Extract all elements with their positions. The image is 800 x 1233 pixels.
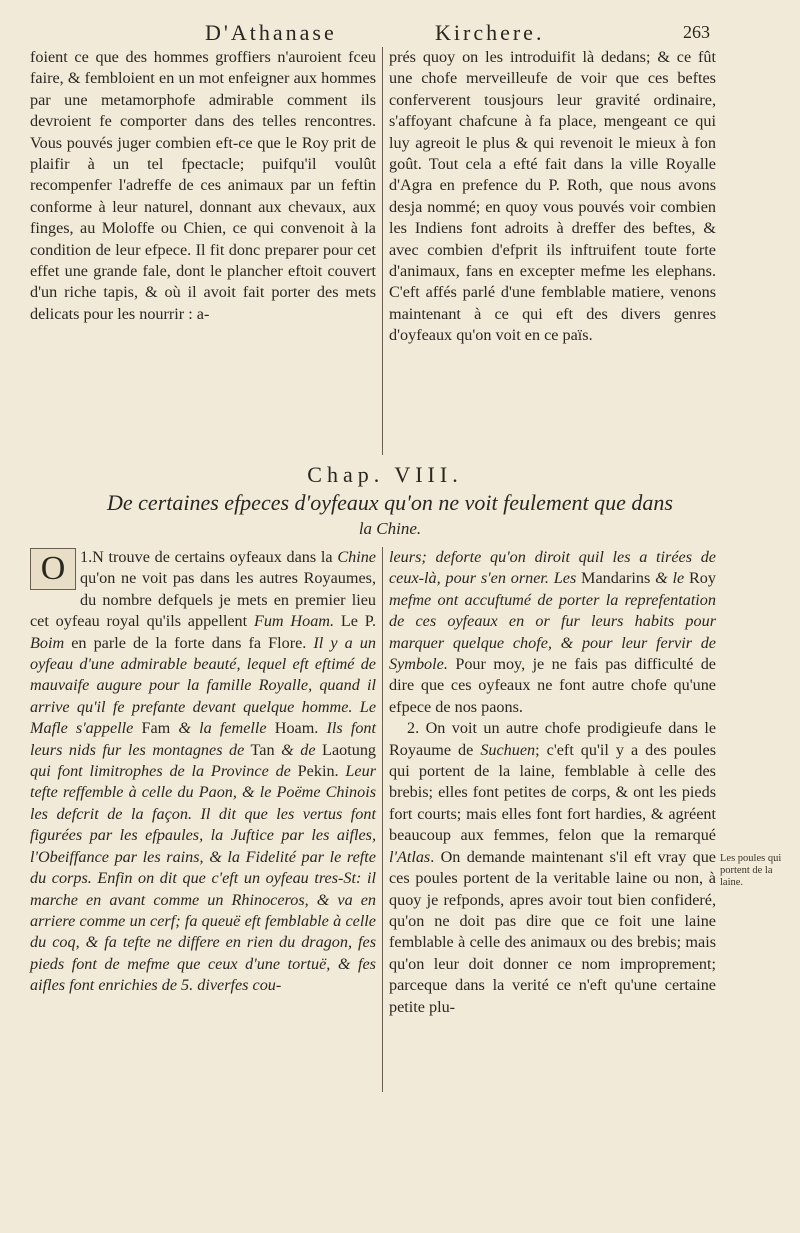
text: Pour moy, je ne fais pas difficulté de dire que ces oyfeaux ne font autre chofe qu'une efpece de nos paons. xyxy=(389,655,716,716)
text: & la femelle xyxy=(178,719,267,738)
body-right-column xyxy=(389,547,716,1018)
page-number: 263 xyxy=(683,22,710,42)
text: N trouve de certains oyfeaux dans la xyxy=(92,548,338,566)
text: mefme ont accuftumé de porter la reprefentation de ces oyfeaux en or fur leurs habits pour marquer quelque chofe, & pour leur fervir de Symbole. xyxy=(389,590,716,674)
text: Il y a un oyfeau d'une admirable beauté, lequel eft eftimé de mauvaife augure pour la famille Royalle, quand il arrive qu'il fe prefante devant quelque homme. Le Mafle s'appelle xyxy=(30,633,376,738)
body-left-column xyxy=(30,547,376,997)
text: ; c'eft qu'il y a des poules qui portent de la laine, femblable à celle des brebis; elles font petites de corps, & ont les pieds fort courts; mais elles font fort hardies, & agréent beaucoup aux femmes, felon que la remarqué xyxy=(389,740,716,845)
text: 2. On voit un autre chofe prodigieufe dans le Royaume de xyxy=(389,719,716,759)
body-right-para2 xyxy=(389,718,716,1018)
text: Fam xyxy=(133,719,179,738)
chapter-label: Chap. VIII. xyxy=(307,462,463,487)
text: Laotung xyxy=(315,740,377,759)
text: Suchuen xyxy=(480,740,536,759)
header-left: D'Athanase xyxy=(205,20,337,45)
top-left-column xyxy=(30,47,376,325)
text: leurs; deforte qu'on diroit quil les a tirées de ceux-là, pour s'en orner. Les xyxy=(389,548,716,588)
drop-cap: O xyxy=(30,548,76,590)
paragraph-number: 1. xyxy=(80,548,93,566)
text: en parle de la forte dans fa Flore. xyxy=(64,633,314,652)
text: Mandarins xyxy=(576,569,656,588)
body-right-text xyxy=(389,547,716,718)
column-divider-body xyxy=(382,547,383,1092)
text: l'Atlas xyxy=(389,847,431,866)
chapter-title-line2: la Chine. xyxy=(358,519,422,538)
chapter-title-line1: De certaines efpeces d'oyfeaux qu'on ne voit feulement que dans xyxy=(107,490,673,515)
text: Le P. xyxy=(334,612,377,631)
text: Fum Hoam. xyxy=(253,612,335,631)
text: qui font limitrophes de la Province de xyxy=(30,762,291,781)
chapter-title xyxy=(70,490,710,542)
body-left-text xyxy=(30,547,376,997)
column-divider-top xyxy=(382,47,383,455)
header-right: Kirchere. xyxy=(435,20,545,45)
text: Pekin. xyxy=(290,762,346,781)
text: Boim xyxy=(30,633,65,652)
text: Leur tefte reffemble à celle du Paon, & le Poëme Chinois les defcrit de la façon. Il dit que les vertus font figurées par les efpaules, la Juftice par les aifles, l'Obeiffance par les rains, & la Fidelité par le refte du corps. Enfin on dit que c'eft un oyfeau tres-St: il marche en avant comme un Rhinoceros, & va en arriere comme un cerf; fa queuë eft femblable à celle du coq, & fa tefte ne differe en rien du dragon, fes pieds font de mefme que ceux d'une tortuë, & fes aifles font enrichies de 5. diverfes cou- xyxy=(30,762,376,995)
top-left-text: foient ce que des hommes groffiers n'auroient fceu faire, & fembloient en un mot enfeigner aux hommes par une metamorphofe admirable comment ils devroient fe comporter dans des telles rencontres. Vous pouvés juger combien eft-ce que le Roy prit de plaifir à un tel fpectacle; puifqu'il voulût recompenfer l'adreffe de ces animaux par un feftin conforme à leur naturel, donnant aux chevaux, aux finges, au Moloffe ou Chien, ce qui convenoit à la condition de leur efpece. Il fit donc preparer pour cet effet une grande fale, dont le plancher eftoit couvert d'un riche tapis, & où il avoit fait porter des mets delicats pour les nourrir : a- xyxy=(30,48,376,323)
text: Tan xyxy=(244,740,282,759)
text: & de xyxy=(281,740,316,759)
running-header xyxy=(30,20,710,50)
text: qu'on ne voit pas dans les autres Royaumes, du nombre defquels je mets en premier lieu cet oyfeau royal qu'ils appellent xyxy=(30,569,376,631)
text: . On demande maintenant s'il eft vray que ces poules portent de la veritable laine ou non, à quoy je refponds, apres avoir tout bien confideré, qu'on ne doit pas dire que ce foit une laine femblable à celle des animaux ou des brebis; mais qu'on leur doit donner ce nom improprement; parceque dans la verité ce n'eft qu'une certaine petite plu- xyxy=(389,847,716,1016)
text: Ils font leurs nids fur les montagnes de xyxy=(30,719,377,759)
top-right-column xyxy=(389,47,716,347)
text: Chine xyxy=(337,548,376,566)
text: Roy xyxy=(684,569,716,588)
text: & le xyxy=(655,569,685,588)
top-right-text: prés quoy on les introduifit là dedans; & ce fût une chofe merveilleufe de voir que ces beftes conferverent tousjours leur gravité ordinaire, s'affoyant chafcune à fa place, mengeant ce qui luy agreoit le plus & qui revenoit le mieux à fon goût. Tout cela a efté fait dans la ville Royalle d'Agra en prefence du P. Roth, que nous avons desja nommé; en quoy vous pouvés voir combien les Indiens font adroits à dreffer des beftes, & avec combien d'efprit ils inftruifent toute forte d'animaux, fans en excepter mefme les elephans. C'eft affés parlé d'une femblable matiere, venons maintenant à ce qui eft des divers genres d'oyfeaux qu'on voit en ce païs. xyxy=(389,48,716,345)
margin-note: Les poules qui portent de la laine. xyxy=(720,853,782,888)
text: Hoam. xyxy=(266,719,327,738)
